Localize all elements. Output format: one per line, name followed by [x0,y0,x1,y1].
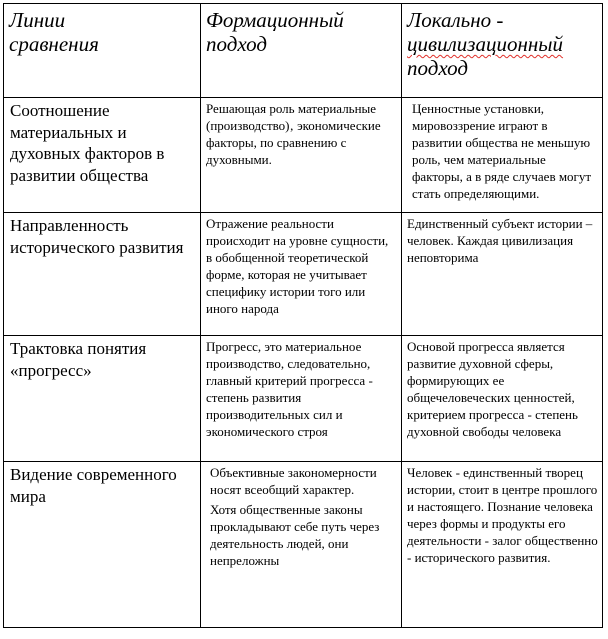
table-row [4,98,603,213]
header-col3-line1: Локально - [407,8,504,32]
header-lines-of-comparison [4,4,201,98]
header-col3-line3: подход [407,56,468,80]
row-label: Трактовка понятия «прогресс» [4,336,201,462]
formation-text: Прогресс, это материальное производство, следовательно, главный критерий прогресса - степень развития производительных сил и экономического строя [206,339,373,439]
civilization-text: Основой прогресса является развитие духовной сферы, формирующих ее общечеловеческих ценностей, критерием прогресса - степень духовной свободы человека [407,339,578,439]
formation-cell [201,462,402,628]
header-row [4,4,603,98]
table-row [4,462,603,628]
header-col1-line1: Линии [9,8,66,32]
formation-text: Объективные закономерности носят всеобщий характер. [210,465,377,497]
formation-cell [201,336,402,462]
civilization-text: Единственный субъект истории – человек. Каждая цивилизация неповторима [407,216,593,265]
comparison-table [3,3,603,628]
table-row [4,213,603,336]
civilization-text: Человек - единственный творец истории, стоит в центре прошлого и настоящего. Познание человека через формы и продукты его деятельности - залог общественно - исторического развития. [407,465,598,565]
header-col3-line2: цивилизационный [407,32,564,56]
civilization-cell [402,462,603,628]
formation-cell [201,213,402,336]
header-col2-line2: подход [206,32,267,56]
formation-cell [201,98,402,213]
civilization-text: Ценностные установки, мировоззрение играют в развитии общества не меньшую роль, чем материальные факторы, а в ряде случаев могут стать определяющими. [412,101,592,201]
header-col2-line1: Формационный [206,8,344,32]
row-label: Направленность исторического развития [4,213,201,336]
row-label: Видение современного мира [4,462,201,628]
header-civilization-approach [402,4,603,98]
formation-text: Хотя общественные законы прокладывают себе путь через деятельность людей, они непреложны [210,502,380,568]
header-formation-approach [201,4,402,98]
header-col1-line2: сравнения [9,32,99,56]
civilization-cell [402,213,603,336]
row-label: Соотношение материальных и духовных факторов в развитии общества [4,98,201,213]
table-row [4,336,603,462]
formation-text: Решающая роль материальные (производство)‚ экономические факторы, по сравнению с духовными. [206,101,381,167]
civilization-cell [402,336,603,462]
formation-text: Отражение реальности происходит на уровне сущности, в обобщенной теоретической форме, которая не учитывает специфику истории того или иного народа [206,216,389,316]
civilization-cell [402,98,603,213]
